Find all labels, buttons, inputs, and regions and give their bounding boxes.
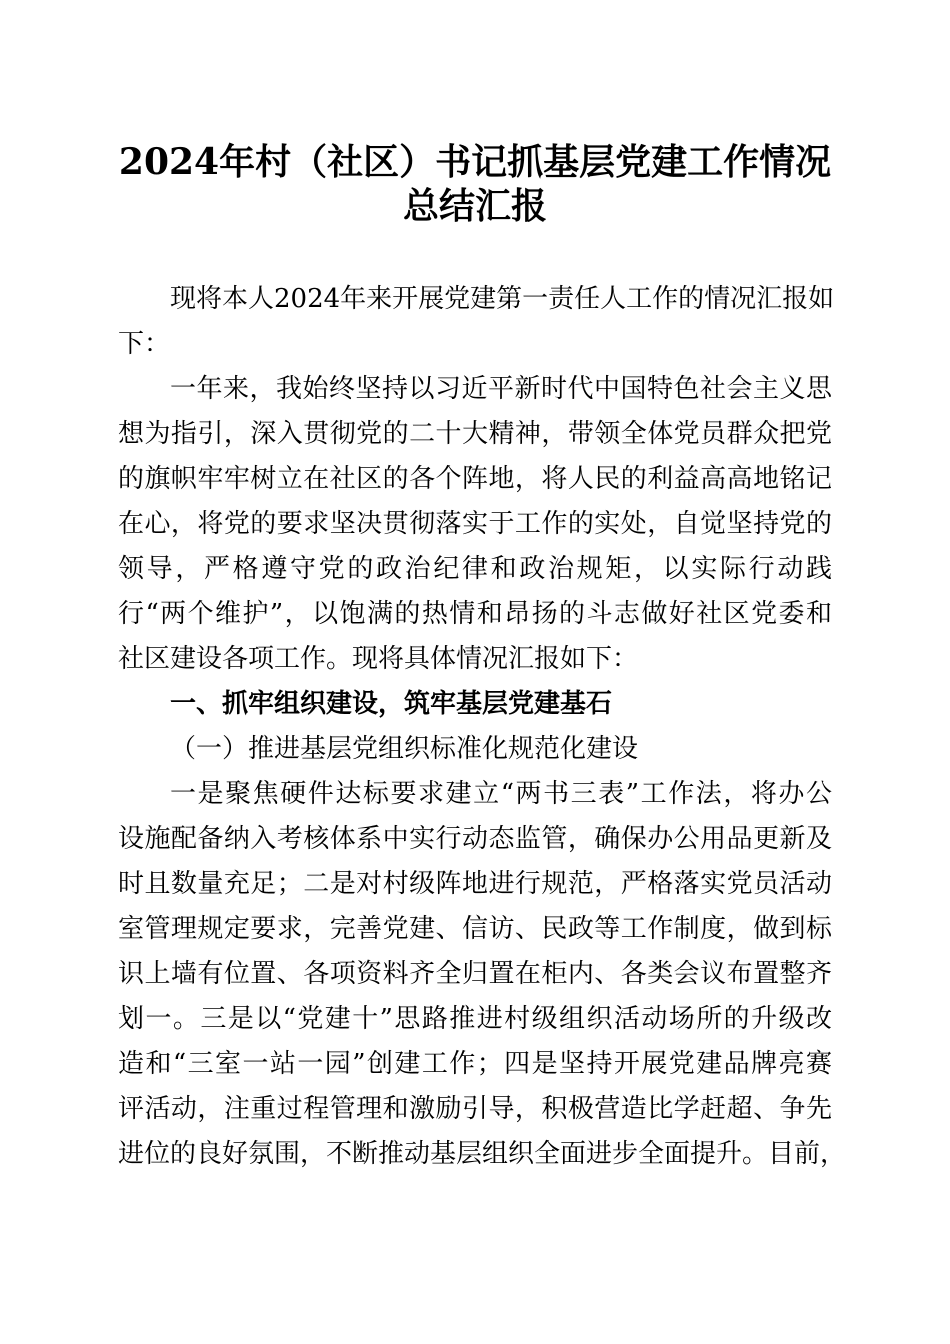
document-title-line-2: 总结汇报 bbox=[402, 185, 547, 227]
paragraph-line: 领导，严格遵守党的政治纪律和政治规矩，以实际行动践 bbox=[118, 554, 832, 584]
paragraph-line: 室管理规定要求，完善党建、信访、民政等工作制度，做到标 bbox=[118, 914, 832, 944]
paragraph-line: 时且数量充足；二是对村级阵地进行规范，严格落实党员活动 bbox=[118, 869, 832, 899]
paragraph-line: 在心，将党的要求坚决贯彻落实于工作的实处，自觉坚持党的 bbox=[118, 509, 832, 539]
section-heading: 一、抓牢组织建设，筑牢基层党建基石 bbox=[170, 689, 613, 719]
paragraph-line: 进位的良好氛围，不断推动基层组织全面进步全面提升。目前， bbox=[118, 1139, 847, 1169]
paragraph-line: 识上墙有位置、各项资料齐全归置在柜内、各类会议布置整齐 bbox=[118, 959, 832, 989]
paragraph-line: 社区建设各项工作。现将具体情况汇报如下： bbox=[118, 644, 639, 674]
paragraph-line: 评活动，注重过程管理和激励引导，积极营造比学赶超、争先 bbox=[118, 1094, 832, 1124]
paragraph-line: 行“两个维护”，以饱满的热情和昂扬的斗志做好社区党委和 bbox=[118, 599, 832, 629]
subsection-heading: （一）推进基层党组织标准化规范化建设 bbox=[170, 734, 639, 764]
paragraph-line: 一年来，我始终坚持以习近平新时代中国特色社会主义思 bbox=[170, 374, 832, 404]
paragraph-line: 的旗帜牢牢树立在社区的各个阵地，将人民的利益高高地铭记 bbox=[118, 464, 832, 494]
paragraph-line: 下： bbox=[118, 329, 171, 359]
paragraph-line: 想为指引，深入贯彻党的二十大精神，带领全体党员群众把党 bbox=[118, 419, 832, 449]
paragraph-line: 划一。三是以“党建十”思路推进村级组织活动场所的升级改 bbox=[118, 1004, 832, 1034]
paragraph-line: 造和“三室一站一园”创建工作；四是坚持开展党建品牌亮赛 bbox=[118, 1049, 832, 1079]
paragraph-line: 设施配备纳入考核体系中实行动态监管，确保办公用品更新及 bbox=[118, 824, 832, 854]
paragraph-line: 一是聚焦硬件达标要求建立“两书三表”工作法，将办公 bbox=[170, 779, 832, 809]
paragraph-line: 现将本人2024年来开展党建第一责任人工作的情况汇报如 bbox=[170, 284, 835, 314]
document-title-line-1: 2024年村（社区）书记抓基层党建工作情况 bbox=[118, 141, 832, 183]
